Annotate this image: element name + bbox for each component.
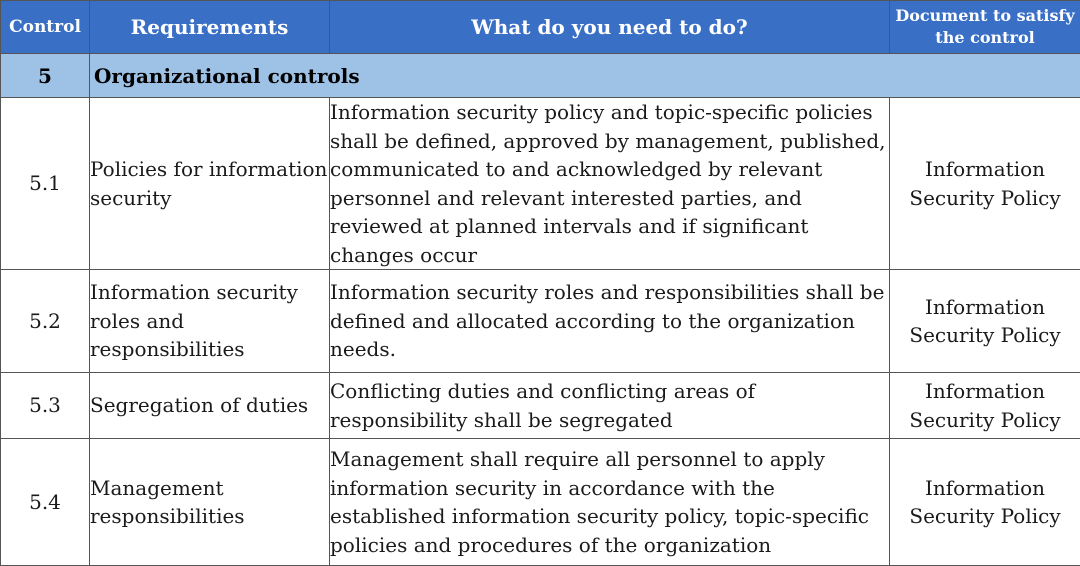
requirement-cell: Information security roles and responsibilities bbox=[90, 270, 330, 373]
header-row bbox=[1, 1, 1080, 54]
requirement-cell: Management responsibilities bbox=[90, 439, 330, 566]
what-to-do-cell: Conflicting duties and conflicting areas of responsibility shall be segregated bbox=[330, 373, 890, 439]
table-row bbox=[1, 439, 1080, 566]
control-number: 5.3 bbox=[1, 373, 90, 439]
section-number: 5 bbox=[1, 54, 90, 98]
header-requirements: Requirements bbox=[90, 1, 330, 54]
table-row bbox=[1, 373, 1080, 439]
document-cell: Information Security Policy bbox=[890, 373, 1080, 439]
section-row bbox=[1, 54, 1080, 98]
control-number: 5.1 bbox=[1, 98, 90, 270]
what-to-do-cell: Management shall require all personnel to apply information security in accordance with the established information security policy, topic-specific policies and procedures of the organization bbox=[330, 439, 890, 566]
what-to-do-cell: Information security policy and topic-specific policies shall be defined, approved by management, published, communicated to and acknowledged by relevant personnel and relevant interested parties, and reviewed at planned intervals and if significant changes occur bbox=[330, 98, 890, 270]
table-row bbox=[1, 270, 1080, 373]
what-to-do-cell: Information security roles and responsibilities shall be defined and allocated according to the organization needs. bbox=[330, 270, 890, 373]
section-title: Organizational controls bbox=[90, 54, 1080, 98]
header-what-to-do: What do you need to do? bbox=[330, 1, 890, 54]
header-control: Control bbox=[1, 1, 90, 54]
document-cell: Information Security Policy bbox=[890, 98, 1080, 270]
header-document: Document to satisfy the control bbox=[890, 1, 1080, 54]
table-row bbox=[1, 98, 1080, 270]
document-cell: Information Security Policy bbox=[890, 270, 1080, 373]
control-number: 5.4 bbox=[1, 439, 90, 566]
document-cell: Information Security Policy bbox=[890, 439, 1080, 566]
requirement-cell: Segregation of duties bbox=[90, 373, 330, 439]
control-number: 5.2 bbox=[1, 270, 90, 373]
requirement-cell: Policies for information security bbox=[90, 98, 330, 270]
